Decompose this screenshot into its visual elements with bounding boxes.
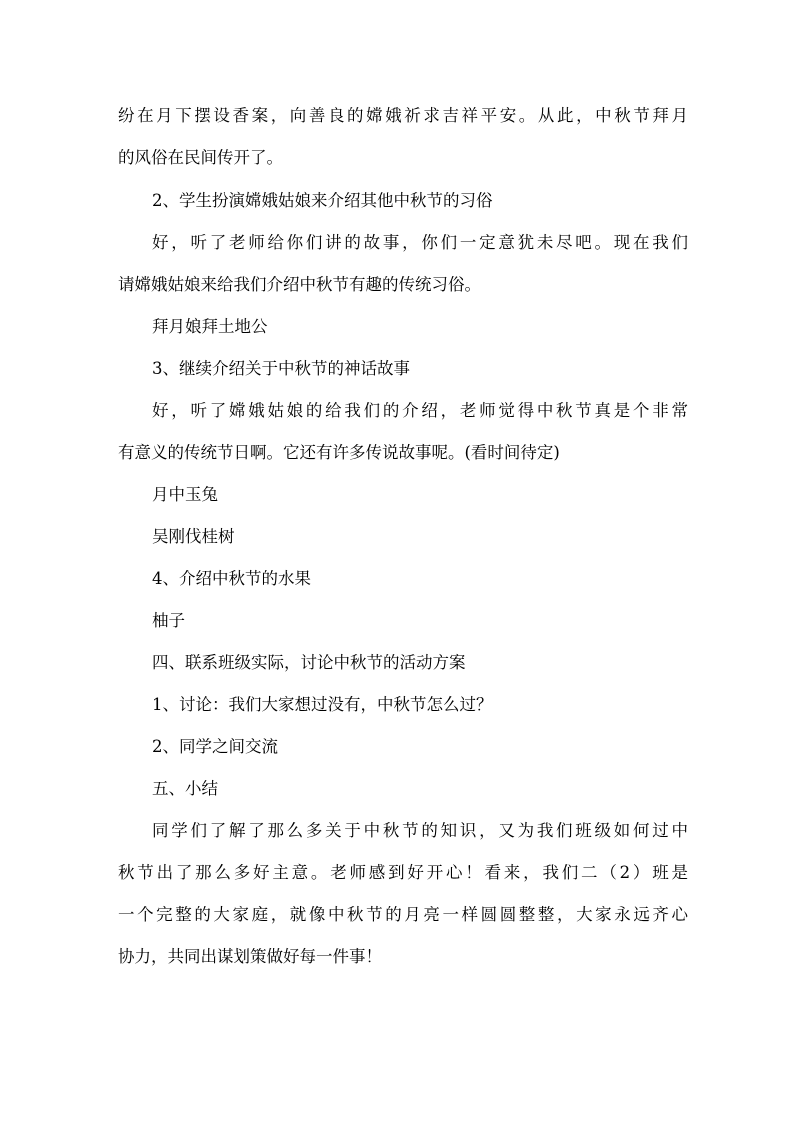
paragraph-line: 请嫦娥姑娘来给我们介绍中秋节有趣的传统习俗。 (118, 275, 481, 294)
paragraph-line: 好，听了老师给你们讲的故事，你们一定意犹未尽吧。现在我们 (152, 233, 688, 252)
section-heading: 4、介绍中秋节的水果 (152, 569, 311, 588)
list-item: 拜月娘拜土地公 (152, 317, 268, 336)
paragraph-line: 纷在月下摆设香案，向善良的嫦娥祈求吉祥平安。从此，中秋节拜月 (118, 106, 688, 125)
list-item: 月中玉兔 (152, 485, 218, 504)
paragraph-line: 协力，共同出谋划策做好每一件事！ (118, 947, 382, 966)
section-heading: 五、小结 (152, 779, 218, 798)
section-heading: 2、学生扮演嫦娥姑娘来介绍其他中秋节的习俗 (152, 191, 493, 210)
section-heading: 3、继续介绍关于中秋节的神话故事 (152, 359, 410, 378)
paragraph-line: 好，听了嫦娥姑娘的给我们的介绍，老师觉得中秋节真是个非常 (152, 401, 688, 420)
list-item: 2、同学之间交流 (152, 737, 278, 756)
list-item: 吴刚伐桂树 (152, 527, 235, 546)
section-heading: 四、联系班级实际，讨论中秋节的活动方案 (152, 653, 466, 672)
paragraph-line: 同学们了解了那么多关于中秋节的知识，又为我们班级如何过中 (152, 821, 688, 840)
list-item: 柚子 (152, 611, 185, 630)
paragraph-line: 秋节出了那么多好主意。老师感到好开心！看来，我们二（2）班是 (118, 863, 688, 882)
list-item: 1、讨论：我们大家想过没有，中秋节怎么过？ (152, 695, 493, 714)
paragraph-line: 有意义的传统节日啊。它还有许多传说故事呢。(看时间待定) (118, 443, 560, 462)
paragraph-line: 一个完整的大家庭，就像中秋节的月亮一样圆圆整整，大家永远齐心 (118, 905, 688, 924)
paragraph-line: 的风俗在民间传开了。 (118, 148, 283, 167)
